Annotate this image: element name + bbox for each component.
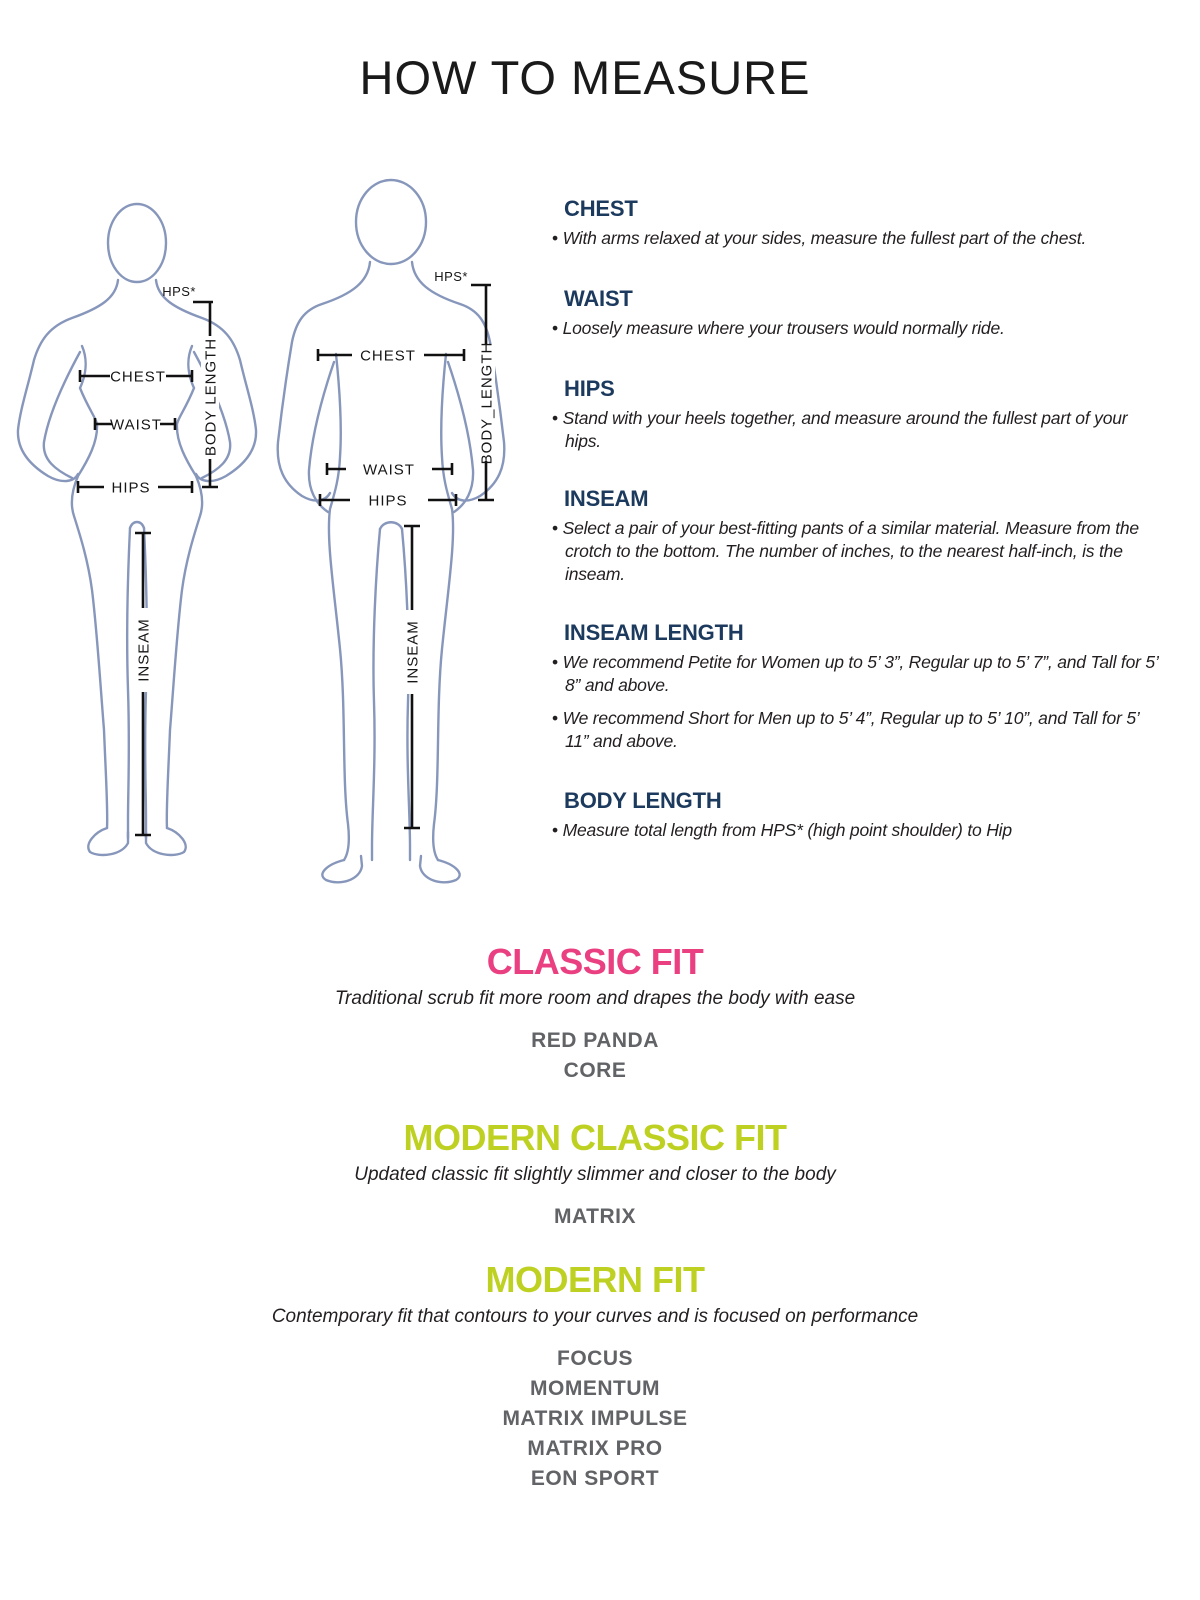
section-bullet: • We recommend Short for Men up to 5’ 4”, Regular up to 5’ 10”, and Tall for 5’ 11” and above. xyxy=(552,707,1164,753)
fit-product: MATRIX PRO xyxy=(527,1437,663,1460)
fit-product: RED PANDA xyxy=(531,1029,659,1052)
fit-name: CLASSIC FIT xyxy=(486,941,704,982)
male-figure-outline xyxy=(278,180,505,882)
female-body-length-label: BODY LENGTH xyxy=(202,337,220,457)
male-hps-label: HPS* xyxy=(434,269,468,284)
section-bullet: • Loosely measure where your trousers would normally ride. xyxy=(552,317,1164,340)
female-hps-label: HPS* xyxy=(162,284,196,299)
male-inseam-label: INSEAM xyxy=(404,620,422,684)
section-heading: INSEAM xyxy=(564,486,649,511)
fit-product: MATRIX IMPULSE xyxy=(502,1407,688,1430)
female-measurement-lines xyxy=(78,284,219,835)
section-heading: HIPS xyxy=(564,376,615,401)
male-head-outline xyxy=(356,180,426,264)
section-inseam-length xyxy=(552,620,1164,763)
fit-product: EON SPORT xyxy=(530,1467,660,1490)
section-waist xyxy=(552,286,1164,350)
section-bullet: • Select a pair of your best-fitting pants of a similar material. Measure from the crotch to the bottom. The number of inches, to the nearest half-inch, is the inseam. xyxy=(552,517,1164,586)
female-inseam-label: INSEAM xyxy=(135,618,153,682)
fit-description: Contemporary fit that contours to your curves and is focused on performance xyxy=(271,1306,919,1327)
male-body-length-label: BODY_LENGTH xyxy=(478,341,496,465)
female-hips-label: HIPS xyxy=(111,479,151,497)
section-bullet: • We recommend Petite for Women up to 5’ 3”, Regular up to 5’ 7”, and Tall for 5’ 8” and above. xyxy=(552,651,1164,697)
fit-product: FOCUS xyxy=(557,1347,633,1370)
male-waist-label: WAIST xyxy=(363,461,415,479)
fit-product-list xyxy=(0,1026,1190,1086)
female-figure-outline xyxy=(18,204,256,855)
male-hips-label: HIPS xyxy=(368,492,408,510)
section-hips xyxy=(552,376,1164,463)
section-heading: CHEST xyxy=(564,196,638,221)
fit-product: MATRIX xyxy=(554,1205,636,1228)
modern-classic-fit-section xyxy=(0,1116,1190,1232)
fit-product: MOMENTUM xyxy=(530,1377,660,1400)
male-chest-label: CHEST xyxy=(360,347,416,365)
fit-name: MODERN FIT xyxy=(485,1259,705,1300)
section-bullet: • With arms relaxed at your sides, measure the fullest part of the chest. xyxy=(552,227,1164,250)
female-chest-label: CHEST xyxy=(110,368,166,386)
section-heading: WAIST xyxy=(564,286,633,311)
classic-fit-section xyxy=(0,940,1190,1086)
fit-product-list xyxy=(0,1202,1190,1232)
section-bullet: • Stand with your heels together, and measure around the fullest part of your hips. xyxy=(552,407,1164,453)
section-inseam xyxy=(552,486,1164,596)
body-measurement-diagram xyxy=(0,160,540,885)
modern-fit-section xyxy=(0,1258,1190,1494)
fit-description: Traditional scrub fit more room and drapes the body with ease xyxy=(334,988,856,1009)
section-heading: INSEAM LENGTH xyxy=(564,620,744,645)
section-heading: BODY LENGTH xyxy=(564,788,722,813)
section-body-length xyxy=(552,788,1164,852)
fit-description: Updated classic fit slightly slimmer and closer to the body xyxy=(354,1164,836,1185)
fit-product-list xyxy=(0,1344,1190,1494)
section-chest xyxy=(552,196,1164,260)
female-head-outline xyxy=(108,204,166,282)
female-waist-label: WAIST xyxy=(110,416,162,434)
section-bullet: • Measure total length from HPS* (high point shoulder) to Hip xyxy=(552,819,1164,842)
page-title: HOW TO MEASURE xyxy=(359,51,811,104)
fit-product: CORE xyxy=(563,1059,627,1082)
fit-name: MODERN CLASSIC FIT xyxy=(403,1117,787,1158)
